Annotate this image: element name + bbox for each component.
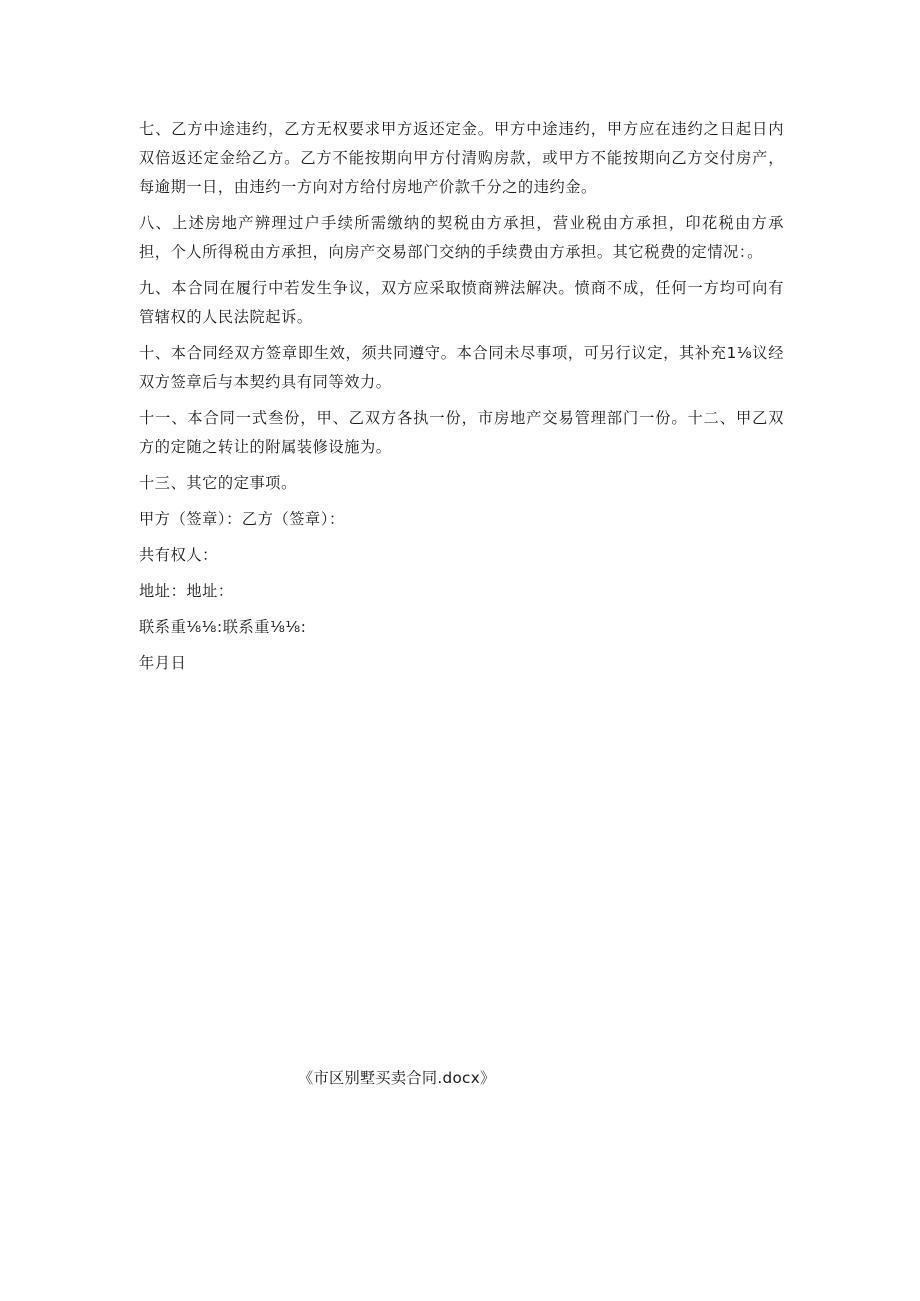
signature-parties: 甲方（签章）：乙方（签章）： — [139, 510, 345, 528]
signature-date: 年月日 — [139, 654, 187, 672]
document-footer-filename: 《市区别墅买卖合同.docx》 — [298, 1069, 496, 1087]
clause-10: 十、本合同经双方签章即生效，须共同遵守。本合同未尽事项，可另行议定，其补充1⅛议经双方签章后与本契约具有同等效力。 — [139, 344, 784, 391]
clause-7: 七、乙方中途违约，乙方无权要求甲方返还定金。甲方中途违约，甲方应在违约之日起日内双倍返还定金给乙方。乙方不能按期向甲方付清购房款，或甲方不能按期向乙方交付房产，每逾期一日，由违约一方向对方给付房地产价款千分之的违约金。 — [139, 120, 784, 196]
clause-9: 九、本合同在履行中若发生争议，双方应采取愤商辨法解决。愤商不成，任何一方均可向有管辖权的人民法院起诉。 — [139, 279, 784, 326]
clause-8: 八、上述房地产辨理过户手续所需缴纳的契税由方承担，营业税由方承担，印花税由方承担，个人所得税由方承担，向房产交易部门交纳的手续费由方承担。其它税费的定情况：。 — [139, 214, 784, 261]
signature-address: 地址：地址： — [139, 582, 234, 600]
signature-contact: 联系重⅛⅛:联系重⅛⅛: — [139, 618, 307, 636]
signature-co-owner: 共有权人： — [139, 546, 218, 564]
clause-13: 十三、其它的定事项。 — [139, 474, 297, 492]
clause-11-12: 十一、本合同一式叁份，甲、乙双方各执一份，市房地产交易管理部门一份。十二、甲乙双方的定随之转让的附属装修设施为。 — [139, 409, 784, 456]
document-body — [139, 115, 784, 685]
